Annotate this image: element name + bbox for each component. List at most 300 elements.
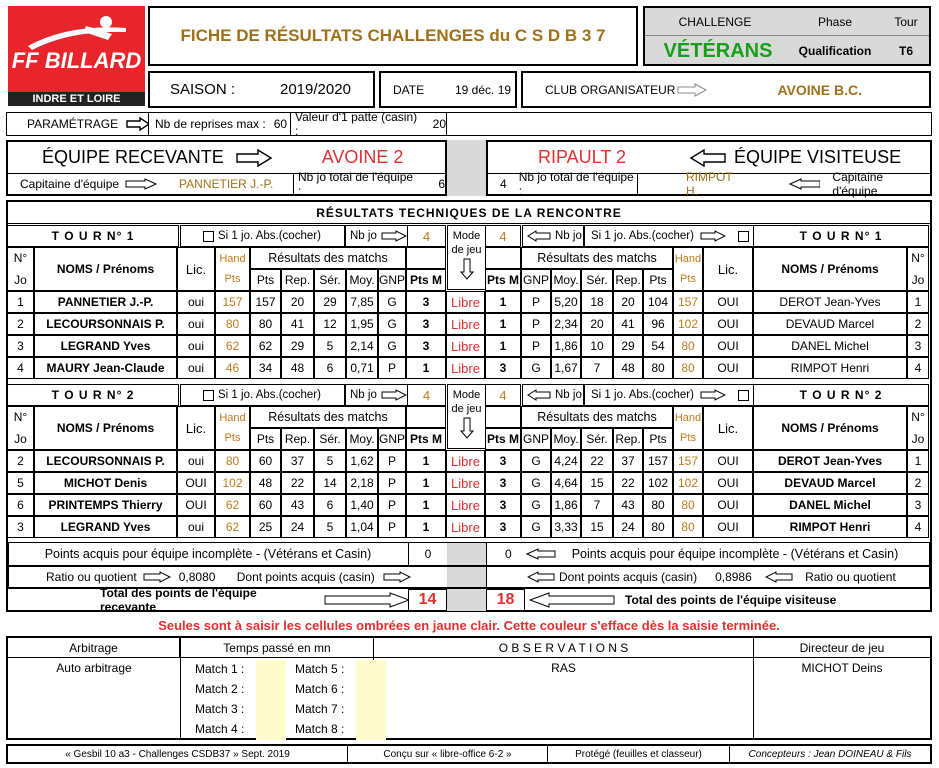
home-captain[interactable]: PANNETIER J.-P.: [179, 177, 274, 191]
match-time-input[interactable]: [256, 680, 286, 700]
col-away-n: [907, 247, 929, 291]
result-a-gnp-cell: P: [521, 291, 551, 313]
arrow-right-icon: [381, 389, 407, 401]
tour1-away-nbjo-cell: [522, 225, 584, 247]
tour2-nbjo-cell: [345, 384, 408, 406]
result-ptsm-cell: 3: [406, 291, 446, 313]
col-n-label: N°: [13, 251, 28, 265]
result-rep-cell: 29: [281, 335, 314, 357]
col-hand: [215, 247, 250, 291]
col-away-noms: NOMS / Prénoms: [753, 406, 907, 450]
result-ptsm-cell: 3: [406, 313, 446, 335]
result-a-hand-cell: 157: [673, 450, 703, 472]
result-a-ptsm-cell: 1: [485, 291, 521, 313]
home-ratio-cell: [8, 567, 447, 587]
date-box: [379, 71, 517, 108]
result-hand-cell: 102: [215, 472, 250, 494]
col-away-ser: Sér.: [581, 428, 613, 450]
club-value[interactable]: AVOINE B.C.: [777, 81, 862, 98]
param-label: PARAMÉTRAGE: [27, 117, 119, 131]
col-away-rep: Rep.: [613, 269, 643, 291]
col-away-moy: Moy.: [551, 269, 581, 291]
result-a-name-cell: DEVAUD Marcel: [753, 472, 907, 494]
result-a-rep-cell: 29: [613, 335, 643, 357]
result-mode-cell: Libre: [446, 494, 485, 516]
saison-box: [148, 71, 375, 108]
away-total: 18: [486, 589, 525, 611]
arrow-left-icon: [527, 571, 555, 583]
col-gnp: GNP: [378, 269, 406, 291]
tour1-title: T O U R N° 1: [7, 225, 179, 247]
result-a-hand-cell: 80: [673, 516, 703, 538]
result-a-lic-cell: OUI: [703, 494, 753, 516]
result-lic-cell: oui: [177, 516, 215, 538]
result-n-cell: 1: [7, 291, 34, 313]
col-blank: [406, 406, 446, 428]
result-a-ser-cell: 20: [581, 313, 613, 335]
col-results: Résultats des matchs: [250, 406, 406, 428]
pts-label: Pts: [680, 273, 696, 285]
arbitrage-value[interactable]: Auto arbitrage: [56, 661, 132, 675]
result-ptsm-cell: 1: [406, 494, 446, 516]
abs-label: Si 1 jo. Abs.(cocher): [218, 230, 321, 242]
col-jo-label: Jo: [14, 273, 27, 287]
obs-value[interactable]: RAS: [551, 661, 576, 675]
col-results-away: Résultats des matchs: [521, 247, 673, 269]
result-a-lic-cell: OUI: [703, 291, 753, 313]
home-name[interactable]: AVOINE 2: [321, 147, 404, 167]
arrow-right-icon: [677, 83, 707, 97]
result-pts-cell: 157: [250, 291, 281, 313]
hand-label: Hand: [219, 253, 246, 265]
result-moy-cell: 2,14: [346, 335, 378, 357]
col-moy: Moy.: [346, 269, 378, 291]
absent-checkbox[interactable]: [203, 231, 214, 242]
tour1-title-right: T O U R N° 1: [753, 225, 929, 247]
col-n-label: N°: [13, 410, 28, 424]
abs-label: Si 1 jo. Abs.(cocher): [218, 389, 321, 401]
match-time-input[interactable]: [356, 660, 386, 680]
tour1-abs-cell: [180, 225, 345, 247]
result-pts-cell: 60: [250, 494, 281, 516]
col-away-n: [907, 406, 929, 450]
col-ptsm: Pts M: [406, 269, 446, 291]
result-a-hand-cell: 157: [673, 291, 703, 313]
tour2-away-abs-cell: [584, 384, 754, 406]
result-a-rep-cell: 37: [613, 450, 643, 472]
result-moy-cell: 1,40: [346, 494, 378, 516]
tour2-home-nbjo[interactable]: 4: [407, 384, 446, 406]
home-ratio-label: Ratio ou quotient: [46, 570, 137, 584]
results-title: RÉSULTATS TECHNIQUES DE LA RENCONTRE: [8, 202, 930, 224]
hand-label: Hand: [674, 412, 702, 424]
arrow-right-icon: [236, 149, 272, 167]
result-ptsm-cell: 1: [406, 472, 446, 494]
result-mode-cell: Libre: [446, 450, 485, 472]
absent-checkbox[interactable]: [738, 231, 749, 242]
result-ptsm-cell: 1: [406, 516, 446, 538]
away-captain[interactable]: RIMPOT H.: [686, 170, 733, 198]
challenge-label: CHALLENGE: [678, 15, 752, 29]
absent-checkbox[interactable]: [738, 390, 749, 401]
match-time-input[interactable]: [256, 720, 286, 740]
mode-label: Mode: [452, 389, 481, 401]
mode-label: Mode: [452, 230, 481, 242]
match-label: Match 7 :: [295, 702, 345, 716]
tour-label: Tour: [894, 15, 918, 29]
result-n-cell: 2: [7, 313, 34, 335]
result-hand-cell: 46: [215, 357, 250, 379]
result-lic-cell: oui: [177, 357, 215, 379]
home-casin-label: Dont points acquis (casin): [236, 570, 375, 584]
result-a-moy-cell: 5,20: [551, 291, 581, 313]
directeur-value[interactable]: MICHOT Deins: [801, 661, 883, 675]
col-away-ptsm: Pts M: [485, 269, 521, 291]
col-n-label: N°: [911, 410, 925, 424]
match-label: Match 8 :: [295, 722, 345, 736]
col-noms: NOMS / Prénoms: [34, 247, 177, 291]
nbjo-label: Nb jo: [350, 230, 377, 242]
home-team-box: [6, 140, 447, 196]
result-a-n-cell: 4: [907, 516, 929, 538]
footer-gesbil: « Gesbil 10 a3 - Challenges CSDB37 » Sept. 2019: [8, 746, 348, 762]
col-jo-label: Jo: [14, 432, 27, 446]
col-ser: Sér.: [314, 428, 346, 450]
result-hand-cell: 80: [215, 313, 250, 335]
result-hand-cell: 157: [215, 291, 250, 313]
arrow-right-icon: [383, 571, 411, 583]
col-ser: Sér.: [314, 269, 346, 291]
arrow-left-icon: [527, 389, 551, 401]
tour2-abs-cell: [180, 384, 345, 406]
result-a-n-cell: 3: [907, 335, 929, 357]
result-name-cell: PANNETIER J.-P.: [34, 291, 177, 313]
col-hand: [215, 406, 250, 450]
away-ratio-cell: [486, 567, 930, 587]
result-mode-cell: Libre: [446, 516, 485, 538]
reprises-label: Nb de reprises max :: [155, 117, 266, 131]
result-lic-cell: oui: [177, 291, 215, 313]
result-a-lic-cell: OUI: [703, 335, 753, 357]
tour2-away-nbjo[interactable]: 4: [485, 384, 521, 406]
club-label: CLUB ORGANISATEUR: [545, 82, 676, 97]
result-a-name-cell: DANEL Michel: [753, 494, 907, 516]
result-a-ptsm-cell: 1: [485, 335, 521, 357]
result-a-ser-cell: 22: [581, 450, 613, 472]
col-away-hand: [673, 247, 703, 291]
result-moy-cell: 7,85: [346, 291, 378, 313]
param-row: [6, 112, 932, 136]
result-a-pts-cell: 80: [643, 494, 673, 516]
page-title: FICHE DE RÉSULTATS CHALLENGES du C S D B 3 7: [148, 6, 638, 66]
tour1-away-abs-cell: [584, 225, 754, 247]
result-a-pts-cell: 102: [643, 472, 673, 494]
result-a-ptsm-cell: 1: [485, 313, 521, 335]
result-mode-cell: Libre: [446, 335, 485, 357]
result-a-pts-cell: 96: [643, 313, 673, 335]
result-n-cell: 3: [7, 335, 34, 357]
result-moy-cell: 2,18: [346, 472, 378, 494]
result-a-rep-cell: 22: [613, 472, 643, 494]
result-lic-cell: OUI: [177, 494, 215, 516]
result-mode-cell: Libre: [446, 313, 485, 335]
result-a-ptsm-cell: 3: [485, 472, 521, 494]
result-a-pts-cell: 80: [643, 516, 673, 538]
phase-value: Qualification: [798, 44, 872, 58]
result-lic-cell: oui: [177, 313, 215, 335]
match-time-input[interactable]: [356, 700, 386, 720]
result-gnp-cell: G: [378, 313, 406, 335]
arrow-left-icon: [789, 178, 821, 190]
arrow-left-icon: [765, 571, 793, 583]
away-ratio-label: Ratio ou quotient: [805, 570, 896, 584]
result-lic-cell: OUI: [177, 472, 215, 494]
result-ser-cell: 6: [314, 494, 346, 516]
result-gnp-cell: P: [378, 516, 406, 538]
directeur-label: Directeur de jeu: [754, 638, 930, 658]
result-name-cell: PRINTEMPS Thierry: [34, 494, 177, 516]
nbjo-label: Nb jo: [350, 389, 377, 401]
result-rep-cell: 20: [281, 291, 314, 313]
match-label: Match 3 :: [195, 702, 245, 716]
away-casin-label: Dont points acquis (casin): [559, 570, 698, 584]
patte-label: Valeur d'1 patte (casin) :: [295, 110, 418, 138]
pts-label: Pts: [680, 432, 696, 444]
result-a-n-cell: 1: [907, 450, 929, 472]
col-away-ptsm: Pts M: [485, 428, 521, 450]
match-time-input[interactable]: [256, 700, 286, 720]
result-a-rep-cell: 24: [613, 516, 643, 538]
col-away-moy: Moy.: [551, 428, 581, 450]
result-n-cell: 3: [7, 516, 34, 538]
result-pts-cell: 62: [250, 335, 281, 357]
col-n: [7, 247, 34, 291]
reprises-value[interactable]: 60: [273, 117, 288, 131]
result-hand-cell: 62: [215, 335, 250, 357]
away-nbjo[interactable]: 4: [500, 177, 507, 191]
result-name-cell: LEGRAND Yves: [34, 516, 177, 538]
result-a-rep-cell: 43: [613, 494, 643, 516]
result-a-gnp-cell: G: [521, 357, 551, 379]
tour-value: T6: [898, 44, 913, 58]
col-n: [7, 406, 34, 450]
result-hand-cell: 62: [215, 516, 250, 538]
arrow-right-icon: [700, 230, 726, 242]
away-nbjo-label: Nb jo total de l'équipe :: [518, 170, 634, 198]
temps-label: Temps passé en mn: [181, 638, 373, 658]
result-a-moy-cell: 4,24: [551, 450, 581, 472]
col-ptsm: Pts M: [406, 428, 446, 450]
result-a-ser-cell: 18: [581, 291, 613, 313]
result-a-hand-cell: 102: [673, 472, 703, 494]
away-incomplete: 0: [505, 547, 512, 561]
tour2-title: T O U R N° 2: [7, 384, 179, 406]
result-ser-cell: 14: [314, 472, 346, 494]
result-hand-cell: 62: [215, 494, 250, 516]
result-a-ptsm-cell: 3: [485, 494, 521, 516]
result-a-moy-cell: 3,33: [551, 516, 581, 538]
result-a-n-cell: 4: [907, 357, 929, 379]
match-label: Match 1 :: [195, 662, 245, 676]
col-results: Résultats des matchs: [250, 247, 406, 269]
result-a-hand-cell: 102: [673, 313, 703, 335]
result-ptsm-cell: 1: [406, 357, 446, 379]
mode-header: [447, 225, 486, 290]
match-label: Match 2 :: [195, 682, 245, 696]
result-rep-cell: 43: [281, 494, 314, 516]
result-a-gnp-cell: G: [521, 450, 551, 472]
phase-label: Phase: [817, 15, 853, 29]
result-a-ser-cell: 7: [581, 494, 613, 516]
col-away-noms: NOMS / Prénoms: [753, 247, 907, 291]
result-a-ptsm-cell: 3: [485, 357, 521, 379]
col-lic: Lic.: [177, 406, 215, 450]
result-lic-cell: oui: [177, 335, 215, 357]
result-a-name-cell: DEROT Jean-Yves: [753, 450, 907, 472]
arrow-down-icon: [460, 417, 474, 439]
match-time-input[interactable]: [256, 660, 286, 680]
result-a-pts-cell: 157: [643, 450, 673, 472]
result-n-cell: 4: [7, 357, 34, 379]
result-ser-cell: 29: [314, 291, 346, 313]
col-away-rep: Rep.: [613, 428, 643, 450]
col-blank: [406, 247, 446, 269]
result-name-cell: LECOURSONNAIS P.: [34, 313, 177, 335]
tour2-title-right: T O U R N° 2: [753, 384, 929, 406]
pts-label: Pts: [224, 432, 241, 444]
match-label: Match 4 :: [195, 722, 245, 736]
match-time-input[interactable]: [356, 720, 386, 740]
away-incomplete-label: Points acquis pour équipe incomplète - (Vétérans et Casin): [571, 547, 899, 561]
match-time-input[interactable]: [356, 680, 386, 700]
result-a-hand-cell: 80: [673, 357, 703, 379]
col-lic: Lic.: [177, 247, 215, 291]
patte-value[interactable]: 20: [432, 117, 446, 131]
away-ratio: 0,8986: [715, 570, 752, 584]
saison-label: SAISON :: [170, 81, 236, 98]
away-name[interactable]: RIPAULT 2: [538, 147, 627, 167]
arrow-right-icon: [700, 389, 726, 401]
arrow-left-icon: [526, 548, 556, 560]
tour1-away-nbjo[interactable]: 4: [485, 225, 521, 247]
result-a-hand-cell: 80: [673, 335, 703, 357]
result-ser-cell: 6: [314, 357, 346, 379]
result-a-lic-cell: OUI: [703, 516, 753, 538]
result-gnp-cell: P: [378, 494, 406, 516]
pts-label: Pts: [224, 273, 241, 285]
notice: Seules sont à saisir les cellules ombrées en jaune clair. Cette couleur s'efface dès la saisie terminée.: [158, 617, 780, 633]
result-a-lic-cell: OUI: [703, 450, 753, 472]
result-n-cell: 2: [7, 450, 34, 472]
home-nbjo[interactable]: 6: [438, 177, 445, 191]
away-team-box: [486, 140, 932, 196]
col-results-away: Résultats des matchs: [521, 406, 673, 428]
col-pts: Pts: [250, 428, 281, 450]
arrow-right-icon: [324, 592, 408, 608]
result-ptsm-cell: 3: [406, 335, 446, 357]
abs-label: Si 1 jo. Abs.(cocher): [591, 389, 694, 401]
col-away-ser: Sér.: [581, 269, 613, 291]
col-moy: Moy.: [346, 428, 378, 450]
result-moy-cell: 0,71: [346, 357, 378, 379]
result-a-gnp-cell: G: [521, 494, 551, 516]
nbjo-label: Nb jo: [555, 230, 582, 242]
footer-concepteurs: Concepteurs : Jean DOINEAU & Fils: [748, 748, 912, 760]
result-pts-cell: 48: [250, 472, 281, 494]
mode-label-2: de jeu: [451, 403, 482, 416]
date-value[interactable]: 19 déc. 19: [455, 82, 512, 97]
result-ptsm-cell: 1: [406, 450, 446, 472]
result-gnp-cell: P: [378, 357, 406, 379]
tour1-home-nbjo[interactable]: 4: [407, 225, 446, 247]
result-a-rep-cell: 41: [613, 313, 643, 335]
result-moy-cell: 1,04: [346, 516, 378, 538]
saison-value[interactable]: 2019/2020: [280, 81, 351, 98]
col-gnp: GNP: [378, 428, 406, 450]
result-a-gnp-cell: P: [521, 335, 551, 357]
col-away-pts: Pts: [643, 269, 673, 291]
home-incomplete-label: Points acquis pour équipe incomplète - (Vétérans et Casin): [44, 547, 372, 561]
result-gnp-cell: G: [378, 335, 406, 357]
home-label: ÉQUIPE RECEVANTE: [42, 147, 224, 167]
col-away-gnp: GNP: [521, 269, 551, 291]
result-gnp-cell: P: [378, 472, 406, 494]
absent-checkbox[interactable]: [203, 390, 214, 401]
col-n-label: N°: [911, 251, 925, 265]
result-a-name-cell: DANEL Michel: [753, 335, 907, 357]
result-a-gnp-cell: G: [521, 516, 551, 538]
col-blank: [485, 406, 521, 428]
home-incomplete: 0: [408, 543, 447, 565]
result-a-name-cell: DEVAUD Marcel: [753, 313, 907, 335]
result-ser-cell: 5: [314, 335, 346, 357]
arrow-left-icon: [690, 149, 726, 167]
challenge-box: [643, 6, 931, 66]
tour2-away-nbjo-cell: [522, 384, 584, 406]
hand-label: Hand: [674, 253, 702, 265]
arrow-right-icon: [125, 178, 157, 190]
nbjo-label: Nb jo: [555, 389, 582, 401]
col-away-pts: Pts: [643, 428, 673, 450]
result-a-pts-cell: 80: [643, 357, 673, 379]
result-moy-cell: 1,95: [346, 313, 378, 335]
tour1-nbjo-cell: [345, 225, 408, 247]
result-mode-cell: Libre: [446, 291, 485, 313]
obs-label: O B S E R V A T I O N S: [374, 638, 753, 658]
result-ser-cell: 12: [314, 313, 346, 335]
result-pts-cell: 80: [250, 313, 281, 335]
result-a-hand-cell: 80: [673, 494, 703, 516]
match-label: Match 6 :: [295, 682, 345, 696]
result-mode-cell: Libre: [446, 472, 485, 494]
footer: [6, 744, 932, 764]
away-label: ÉQUIPE VISITEUSE: [734, 147, 902, 167]
result-a-name-cell: RIMPOT Henri: [753, 516, 907, 538]
ffbillard-logo: [8, 6, 145, 106]
date-label: DATE: [393, 82, 425, 97]
result-a-ser-cell: 15: [581, 516, 613, 538]
arrow-left-icon: [529, 592, 615, 608]
result-a-gnp-cell: P: [521, 313, 551, 335]
result-rep-cell: 48: [281, 357, 314, 379]
result-pts-cell: 25: [250, 516, 281, 538]
result-a-moy-cell: 2,34: [551, 313, 581, 335]
result-a-n-cell: 3: [907, 494, 929, 516]
col-away-lic: Lic.: [703, 406, 753, 450]
result-a-n-cell: 1: [907, 291, 929, 313]
result-a-ptsm-cell: 3: [485, 516, 521, 538]
result-gnp-cell: G: [378, 291, 406, 313]
